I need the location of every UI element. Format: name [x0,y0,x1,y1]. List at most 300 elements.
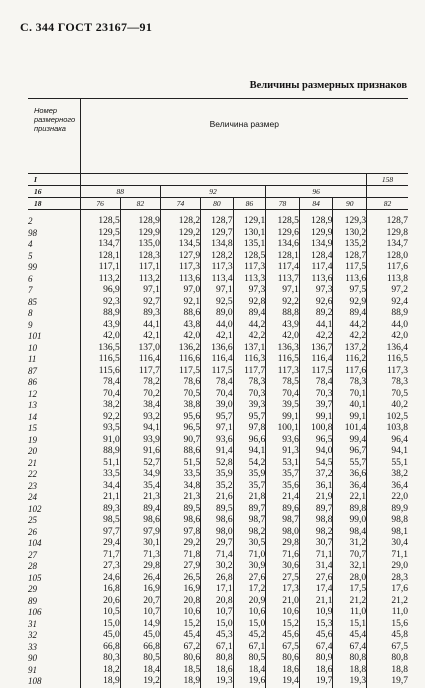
table-cell: 89,7 [233,504,266,516]
table-cell: 128,2 [160,210,200,228]
table-cell: 44,1 [299,320,333,332]
table-cell: 90,7 [160,435,200,447]
table-cell: 34,9 [120,469,160,481]
table-cell: 93,2 [120,412,160,424]
table-cell: 99,4 [333,435,367,447]
table-cell: 128,5 [266,210,300,228]
table-cell: 129,9 [299,228,333,240]
table-row [28,446,408,458]
table-cell: 89,2 [299,308,333,320]
row-16 [28,186,408,198]
table-cell: 103,8 [367,423,408,435]
table-cell: 10,7 [201,607,234,619]
row-18-value: 90 [333,198,367,210]
table-cell: 78,4 [299,377,333,389]
table-cell: 97,3 [233,285,266,297]
table-cell: 128,3 [120,251,160,263]
table-row [28,423,408,435]
table-row [28,504,408,516]
table-cell: 15,0 [201,619,234,631]
table-cell: 38,2 [80,400,120,412]
table-row [28,251,408,263]
table-cell: 71,3 [120,550,160,562]
table-cell: 40,2 [367,400,408,412]
table-cell: 128,9 [120,210,160,228]
table-cell: 99,1 [333,412,367,424]
table-cell: 98,2 [299,527,333,539]
table-cell: 89,4 [233,308,266,320]
row-16-value: 92 [160,186,265,198]
table-cell: 98,2 [233,527,266,539]
table-cell: 24,6 [80,573,120,585]
table-cell: 88,8 [266,308,300,320]
table-cell: 42,0 [266,331,300,343]
table-cell: 91,0 [80,435,120,447]
table-cell: 89,7 [299,504,333,516]
table-cell: 30,5 [233,538,266,550]
table-cell: 99,1 [266,412,300,424]
row-label: 20 [28,446,37,456]
table-cell: 70,2 [120,389,160,401]
table-cell: 35,7 [266,469,300,481]
row-label: 6 [28,273,33,284]
table-cell: 11,0 [333,607,367,619]
table-cell: 128,5 [233,251,266,263]
table-row [28,527,408,539]
table-cell: 44,2 [233,320,266,332]
table-cell: 45,0 [80,630,120,642]
table-cell: 20,9 [233,596,266,608]
table-cell: 117,6 [367,262,408,274]
table-cell: 92,4 [367,297,408,309]
table-cell: 21,3 [120,492,160,504]
table-cell: 130,1 [233,228,266,240]
table-cell: 116,5 [367,354,408,366]
table-cell: 129,9 [120,228,160,240]
table-cell: 71,6 [266,550,300,562]
table-cell: 117,3 [367,366,408,378]
table-cell: 80,6 [160,653,200,665]
table-cell: 89,3 [120,308,160,320]
table-cell: 42,1 [120,331,160,343]
table-cell: 117,5 [160,366,200,378]
row-label: 108 [28,676,42,686]
table-cell: 19,2 [120,676,160,688]
table-cell: 40,1 [333,400,367,412]
table-cell: 15,3 [299,619,333,631]
table-cell: 135,2 [333,239,367,251]
table-cell: 70,5 [367,389,408,401]
row-I-empty [80,174,367,186]
table-cell: 39,0 [201,400,234,412]
table-cell: 36,4 [367,481,408,493]
table-cell: 117,3 [160,262,200,274]
table-cell: 35,7 [233,481,266,493]
table-cell: 113,2 [120,274,160,286]
table-cell: 26,5 [160,573,200,585]
table-cell: 18,6 [299,665,333,677]
table-cell: 80,9 [299,653,333,665]
table-cell: 21,4 [266,492,300,504]
table-row [28,297,408,309]
table-cell: 88,9 [80,308,120,320]
table-cell: 78,4 [201,377,234,389]
table-row [28,400,408,412]
table-cell: 117,4 [266,262,300,274]
table-cell: 20,8 [201,596,234,608]
table-cell: 89,5 [160,504,200,516]
table-cell: 129,1 [233,210,266,228]
table-cell: 98,1 [367,527,408,539]
table-cell: 117,5 [299,366,333,378]
table-cell: 70,7 [333,550,367,562]
dimensions-table [28,98,408,688]
table-cell: 92,5 [201,297,234,309]
table-cell: 35,4 [120,481,160,493]
table-cell: 27,5 [266,573,300,585]
table-row [28,412,408,424]
table-cell: 45,2 [233,630,266,642]
table-cell: 38,4 [120,400,160,412]
table-row [28,573,408,585]
row-label: 32 [28,630,37,640]
table-cell: 116,4 [201,354,234,366]
table-cell: 67,5 [367,642,408,654]
table-cell: 98,5 [80,515,120,527]
row-18-value: 76 [80,198,120,210]
table-cell: 88,9 [367,308,408,320]
row-label: 13 [28,400,37,410]
table-cell: 80,8 [201,653,234,665]
row-label: 2 [28,216,33,226]
table-cell: 129,5 [80,228,120,240]
row-label: 21 [28,457,37,468]
table-cell: 129,3 [333,210,367,228]
table-cell: 21,2 [367,596,408,608]
table-cell: 44,0 [201,320,234,332]
table-cell: 98,6 [160,515,200,527]
table-row [28,538,408,550]
table-cell: 128,5 [80,210,120,228]
table-cell: 91,4 [201,446,234,458]
table-cell: 134,9 [299,239,333,251]
table-cell: 117,3 [201,262,234,274]
row-label: 28 [28,561,37,571]
table-cell: 89,3 [80,504,120,516]
table-cell: 71,8 [160,550,200,562]
table-cell: 92,1 [160,297,200,309]
row-18-value: 80 [201,198,234,210]
table-cell: 28,3 [367,573,408,585]
row-label: 15 [28,423,37,433]
table-cell: 70,1 [333,389,367,401]
table-cell: 18,8 [367,665,408,677]
table-cell: 92,2 [80,412,120,424]
table-cell: 18,4 [120,665,160,677]
table-cell: 67,5 [266,642,300,654]
table-cell: 39,3 [233,400,266,412]
size-header: Величина размер [80,99,408,174]
table-row [28,331,408,343]
table-cell: 45,3 [201,630,234,642]
table-cell: 97,8 [233,423,266,435]
table-cell: 35,2 [201,481,234,493]
row-label: 14 [28,411,37,422]
table-cell: 136,5 [80,343,120,355]
table-cell: 99,1 [299,412,333,424]
table-row [28,343,408,355]
table-row [28,676,408,688]
table-row [28,665,408,677]
table-cell: 91,6 [120,446,160,458]
table-row [28,492,408,504]
table-cell: 101,4 [333,423,367,435]
table-cell: 94,1 [233,446,266,458]
row-label: 9 [28,319,33,330]
table-cell: 71,4 [201,550,234,562]
table-cell: 117,3 [233,262,266,274]
table-cell: 15,6 [367,619,408,631]
table-cell: 44,0 [367,320,408,332]
row-label: 86 [28,377,37,387]
table-cell: 38,8 [160,400,200,412]
table-cell: 29,4 [80,538,120,550]
row-label: 104 [28,538,42,548]
table-cell: 78,4 [80,377,120,389]
table-cell: 96,5 [160,423,200,435]
table-cell: 44,2 [333,320,367,332]
table-cell: 96,5 [299,435,333,447]
table-cell: 78,2 [120,377,160,389]
table-cell: 55,1 [367,458,408,470]
table-cell: 45,6 [266,630,300,642]
row-label: 11 [28,354,37,364]
row-label: 5 [28,250,33,261]
table-cell: 135,1 [233,239,266,251]
table-cell: 117,6 [333,366,367,378]
table-cell: 22,0 [367,492,408,504]
table-cell: 35,6 [266,481,300,493]
table-cell: 93,6 [266,435,300,447]
table-cell: 26,8 [201,573,234,585]
table-cell: 128,2 [201,251,234,263]
table-row [28,584,408,596]
table-cell: 70,4 [201,389,234,401]
table-cell: 17,3 [266,584,300,596]
table-cell: 27,6 [233,573,266,585]
table-cell: 113,4 [201,274,234,286]
table-row [28,389,408,401]
table-cell: 70,4 [80,389,120,401]
table-row [28,210,408,228]
table-cell: 17,2 [233,584,266,596]
table-cell: 33,5 [80,469,120,481]
row-label: 4 [28,239,33,249]
table-cell: 117,4 [299,262,333,274]
table-cell: 29,8 [266,538,300,550]
table-cell: 89,9 [367,504,408,516]
table-cell: 15,2 [266,619,300,631]
table-cell: 113,6 [299,274,333,286]
table-cell: 30,1 [120,538,160,550]
table-cell: 97,5 [333,285,367,297]
table-cell: 113,6 [160,274,200,286]
table-cell: 17,1 [201,584,234,596]
table-cell: 14,9 [120,619,160,631]
table-cell: 34,4 [80,481,120,493]
row-18-value: 82 [367,198,408,210]
table-cell: 18,6 [266,665,300,677]
table-cell: 89,4 [333,308,367,320]
table-cell: 134,7 [367,239,408,251]
table-cell: 129,6 [266,228,300,240]
table-cell: 10,7 [120,607,160,619]
table-cell: 128,1 [80,251,120,263]
table-cell: 45,6 [299,630,333,642]
table-cell: 36,1 [299,481,333,493]
table-cell: 97,1 [201,423,234,435]
table-cell: 43,9 [80,320,120,332]
table-row [28,642,408,654]
table-cell: 67,1 [233,642,266,654]
table-cell: 17,5 [333,584,367,596]
table-cell: 80,6 [266,653,300,665]
table-cell: 92,2 [266,297,300,309]
table-row [28,262,408,274]
table-cell: 115,6 [80,366,120,378]
table-cell: 113,8 [367,274,408,286]
table-cell: 92,6 [299,297,333,309]
row-18 [28,198,408,210]
table-cell: 128,7 [201,210,234,228]
table-cell: 71,1 [367,550,408,562]
table-row [28,561,408,573]
table-cell: 97,3 [299,285,333,297]
table-cell: 18,2 [80,665,120,677]
table-cell: 67,1 [201,642,234,654]
table-cell: 92,3 [80,297,120,309]
table-cell: 99,0 [333,515,367,527]
table-row [28,550,408,562]
stub-header: Номер размерного признака [28,99,80,174]
table-cell: 44,1 [120,320,160,332]
table-cell: 16,8 [80,584,120,596]
table-cell: 136,3 [266,343,300,355]
table-cell: 98,8 [367,515,408,527]
row-label: 106 [28,607,42,617]
table-cell: 136,7 [299,343,333,355]
table-cell: 113,2 [80,274,120,286]
table-cell: 88,6 [160,308,200,320]
table-cell: 21,1 [299,596,333,608]
table-row [28,354,408,366]
row-18-value: 78 [266,198,300,210]
table-cell: 80,8 [333,653,367,665]
table-cell: 21,6 [201,492,234,504]
table-cell: 89,4 [120,504,160,516]
table-row [28,228,408,240]
table-cell: 98,6 [120,515,160,527]
table-cell: 128,7 [367,210,408,228]
table-cell: 89,0 [201,308,234,320]
table-cell: 39,5 [266,400,300,412]
table-cell: 52,7 [120,458,160,470]
table-cell: 117,7 [120,366,160,378]
page-header: С. 344 ГОСТ 23167—91 [20,20,153,34]
table-cell: 98,7 [233,515,266,527]
table-row [28,515,408,527]
row-18-value: 84 [299,198,333,210]
table-row [28,458,408,470]
table-cell: 116,5 [80,354,120,366]
row-16-value: 88 [80,186,160,198]
table-cell: 97,1 [266,285,300,297]
table-cell: 45,0 [120,630,160,642]
table-cell: 19,3 [201,676,234,688]
table-body [28,210,408,688]
table-cell: 16,9 [120,584,160,596]
table-cell: 89,6 [266,504,300,516]
table-cell: 43,9 [266,320,300,332]
table-cell: 78,6 [160,377,200,389]
table-cell: 70,4 [266,389,300,401]
table-cell: 100,8 [299,423,333,435]
row-label-16: 16 [28,186,80,198]
table-cell: 19,4 [266,676,300,688]
table-cell: 136,4 [367,343,408,355]
table-cell: 54,2 [233,458,266,470]
table-cell: 100,1 [266,423,300,435]
table-cell: 80,5 [120,653,160,665]
table-cell: 37,2 [299,469,333,481]
table-cell: 116,5 [266,354,300,366]
table-cell: 15,2 [160,619,200,631]
table-cell: 10,6 [233,607,266,619]
table-cell: 21,2 [333,596,367,608]
table-cell: 128,4 [299,251,333,263]
table-cell: 95,7 [201,412,234,424]
table-cell: 117,3 [266,366,300,378]
table-cell: 21,8 [233,492,266,504]
table-cell: 98,7 [266,515,300,527]
table-cell: 36,4 [333,481,367,493]
table-cell: 78,3 [233,377,266,389]
row-label: 29 [28,584,37,594]
table-cell: 96,6 [233,435,266,447]
table-cell: 117,7 [233,366,266,378]
table-row [28,274,408,286]
table-cell: 137,1 [233,343,266,355]
table-title: Величины размерных признаков [249,80,407,91]
row-18-value: 82 [120,198,160,210]
table-cell: 45,4 [333,630,367,642]
table-cell: 42,2 [233,331,266,343]
table-cell: 98,0 [266,527,300,539]
table-cell: 89,5 [201,504,234,516]
table-row [28,366,408,378]
table-cell: 98,6 [201,515,234,527]
table-cell: 71,1 [299,550,333,562]
table-cell: 31,2 [333,538,367,550]
table-cell: 116,3 [233,354,266,366]
table-cell: 130,2 [333,228,367,240]
table-cell: 97,1 [120,285,160,297]
table-row [28,653,408,665]
table-cell: 97,0 [160,285,200,297]
table-cell: 67,4 [299,642,333,654]
row-label: 89 [28,595,37,606]
table-cell: 29,8 [120,561,160,573]
